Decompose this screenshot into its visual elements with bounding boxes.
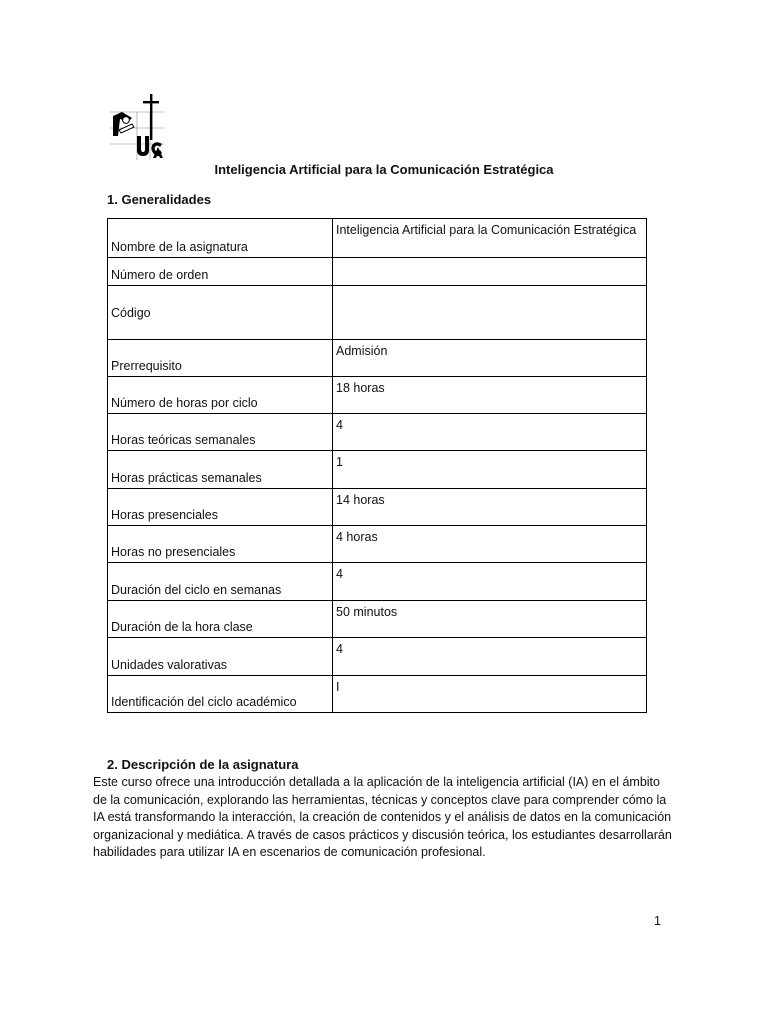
row-label: Código bbox=[108, 286, 333, 340]
row-value bbox=[333, 286, 647, 340]
table-row bbox=[108, 676, 647, 713]
row-label: Horas presenciales bbox=[108, 489, 333, 526]
row-label: Prerrequisito bbox=[108, 340, 333, 377]
row-label: Número de orden bbox=[108, 258, 333, 286]
description-paragraph: Este curso ofrece una introducción detallada a la aplicación de la inteligencia artificial (IA) en el ámbito de la comunicación, explorando las herramientas, técnicas y conceptos clave para comprender cómo la IA está transformando la interacción, la creación de contenidos y el análisis de datos en la comunicación organizacional y mediática. A través de casos prácticos y discusión teórica, los estudiantes desarrollarán habilidades para utilizar IA en escenarios de comunicación profesional. bbox=[93, 775, 672, 859]
table-row bbox=[108, 219, 647, 258]
row-label: Duración de la hora clase bbox=[108, 601, 333, 638]
table-row bbox=[108, 638, 647, 676]
table-row bbox=[108, 489, 647, 526]
row-value: 50 minutos bbox=[333, 601, 647, 638]
row-value: 4 bbox=[333, 638, 647, 676]
row-value: 14 horas bbox=[333, 489, 647, 526]
row-value: 1 bbox=[333, 451, 647, 489]
row-value: Admisión bbox=[333, 340, 647, 377]
row-label: Identificación del ciclo académico bbox=[108, 676, 333, 713]
row-label: Nombre de la asignatura bbox=[108, 219, 333, 258]
row-value: 4 bbox=[333, 563, 647, 601]
table-row bbox=[108, 451, 647, 489]
section-heading-descripcion: 2. Descripción de la asignatura bbox=[107, 757, 299, 772]
section-heading-generalidades: 1. Generalidades bbox=[107, 192, 212, 207]
table-row bbox=[108, 526, 647, 563]
table-row bbox=[108, 340, 647, 377]
row-label: Unidades valorativas bbox=[108, 638, 333, 676]
generalidades-table bbox=[107, 218, 647, 713]
row-label: Horas prácticas semanales bbox=[108, 451, 333, 489]
document-title: Inteligencia Artificial para la Comunicación Estratégica bbox=[214, 162, 554, 177]
row-value bbox=[333, 258, 647, 286]
row-value: 18 horas bbox=[333, 377, 647, 414]
table-row bbox=[108, 601, 647, 638]
row-value: I bbox=[333, 676, 647, 713]
row-value: 4 bbox=[333, 414, 647, 451]
page-number: 1 bbox=[654, 914, 661, 928]
table-row bbox=[108, 563, 647, 601]
table-row bbox=[108, 258, 647, 286]
row-value: Inteligencia Artificial para la Comunicación Estratégica bbox=[333, 219, 647, 258]
table-row bbox=[108, 377, 647, 414]
uca-logo bbox=[110, 92, 166, 162]
row-label: Horas no presenciales bbox=[108, 526, 333, 563]
row-value: 4 horas bbox=[333, 526, 647, 563]
row-label: Horas teóricas semanales bbox=[108, 414, 333, 451]
table-row bbox=[108, 414, 647, 451]
table-row bbox=[108, 286, 647, 340]
row-label: Número de horas por ciclo bbox=[108, 377, 333, 414]
row-label: Duración del ciclo en semanas bbox=[108, 563, 333, 601]
